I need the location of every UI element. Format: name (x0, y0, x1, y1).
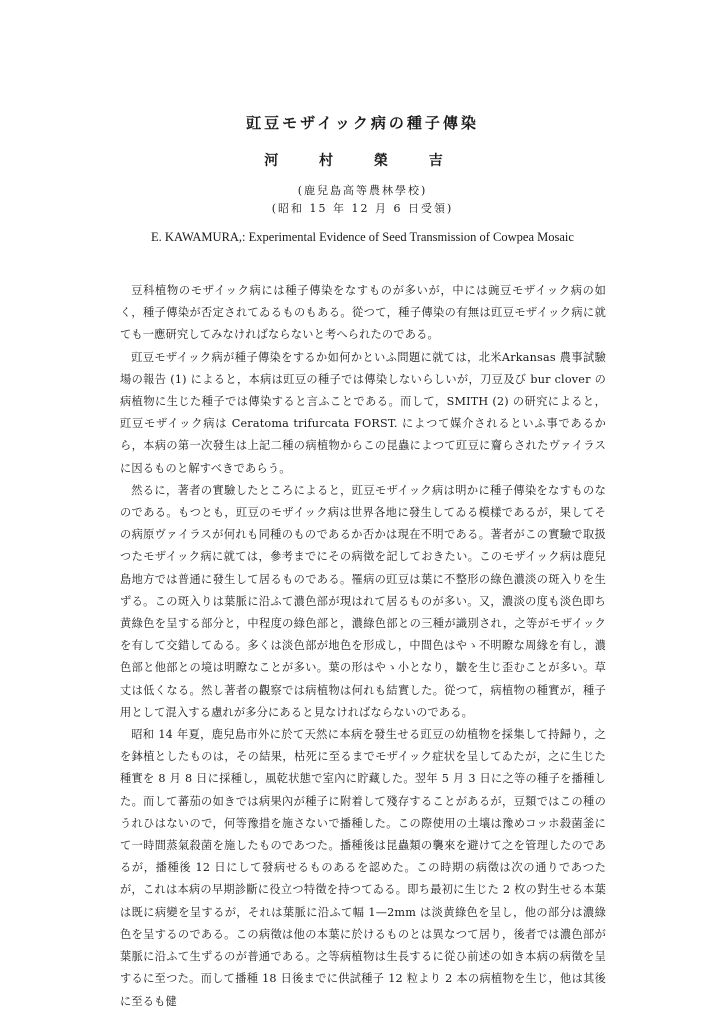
paragraph: 豆科植物のモザイック病には種子傳染をなすものが多いが，中には豌豆モザイック病の如く，種子傳染が否定されてゐるものもある。從つて，種子傳染の有無は豇豆モザイック病に就ても一應研究してみなければならないと考へられたのである。 (120, 284, 606, 342)
paragraph: 然るに，著者の實驗したところによると，豇豆モザイック病は明かに種子傳染をなすものなのである。もつとも，豇豆のモザイック病は世界各地に發生してゐる模樣であるが，果してその病原ヴァイラスが何れも同種のものであるか否かは現在不明である。著者がこの實驗で取扱つたモザイック病に就ては，參考までにその病徵を記しておきたい。このモザイック病は鹿兒島地方では普通に發生して居るものである。罹病の豇豆は葉に不整形の綠色濃淡の斑入りを生ずる。この斑入りは葉脈に沿ふて濃色部が現はれて居るものが多い。又，濃淡の度も淡色即ち黄綠色を呈する部分と，中程度の綠色部と，濃綠色部との三種が識別され，之等がモザイックを有して交錯してゐる。多くは淡色部が地色を形成し，中間色はやゝ不明瞭な周緣を有し，濃色部と他部との境は明瞭なことが多い。葉の形はやゝ小となり，皺を生じ歪むことが多い。草丈は低くなる。然し著者の觀察では病植物は何れも結實した。從つて，病植物の種實が，種子用として混入する慮れが多分にあると見なければならないのである。 (120, 483, 606, 719)
paragraph: 豇豆モザイック病が種子傳染をするか如何かといふ問題に就ては，北米Arkansas 農事試驗場の報告 (1) によると，本病は豇豆の種子では傳染しないらしいが，刀豆及び bur clover の病植物に生じた種子では傳染すると言ふことである。而して，SMITH (2) の研究によると，豇豆モザイック病は Ceratoma trifurcata FORST. によつて媒介されるといふ事であるから，本病の第一次發生は上記二種の病植物からこの昆蟲によつて豇豆に齎らされたヴァイラスに因るものと解すべきであらう。 (120, 350, 606, 475)
received-date: (昭和 15 年 12 月 6 日受領) (271, 202, 454, 215)
paragraph: 昭和 14 年夏，鹿兒島市外に於て天然に本病を發生せる豇豆の幼植物を採集して持歸り，之を鉢植としたものは，その結果，枯死に至るまでモザイック症状を呈してゐたが，之に生じた種實を 8 月 8 日に採種し，風乾状態で室內に貯藏した。翌年 5 月 3 日に之等の種子を播種した。而して蕃茄の如きでは病果內が種子に附着して殘存することがあるが，豆類ではこの種のうれひはないので，何等豫措を施さないで播種した。この際使用の土壤は豫めコッホ殺菌釜にて一時間蒸氣殺菌を施したものであつた。播種後は昆蟲類の襲來を避けて之を管理したのであるが，播種後 12 日にして發病せるものあるを認めた。この時期の病徵は次の通りであつたが，これは本病の早期診斷に役立つ特徵を持つてゐる。即ち最初に生じた 2 枚の對生せる本葉は既に病變を呈するが，それは葉脈に沿ふて幅 1—2mm は淡黄綠色を呈し，他の部分は濃綠色を呈するのである。この病徵は他の本葉に於けるものとは異なつて居り，後者では濃色部が葉脈に沿ふて生ずるのが普通である。之等病植物は生長するに從ひ前述の如き本病の病徵を呈するに至つた。而して播種 18 日後までに供試種子 12 粒より 2 本の病植物を生じ，他は其後に至るも健 (120, 728, 606, 1008)
affiliation-block (0, 182, 725, 218)
author-name: 河 村 榮 吉 (264, 153, 461, 169)
affiliation: (鹿兒島高等農林學校) (297, 184, 428, 197)
english-title: E. KAWAMURA,: Experimental Evidence of Seed Transmission of Cowpea Mosaic (151, 230, 574, 244)
paper-title: 豇豆モザイック病の種子傳染 (246, 114, 479, 132)
body-text (120, 280, 606, 1013)
